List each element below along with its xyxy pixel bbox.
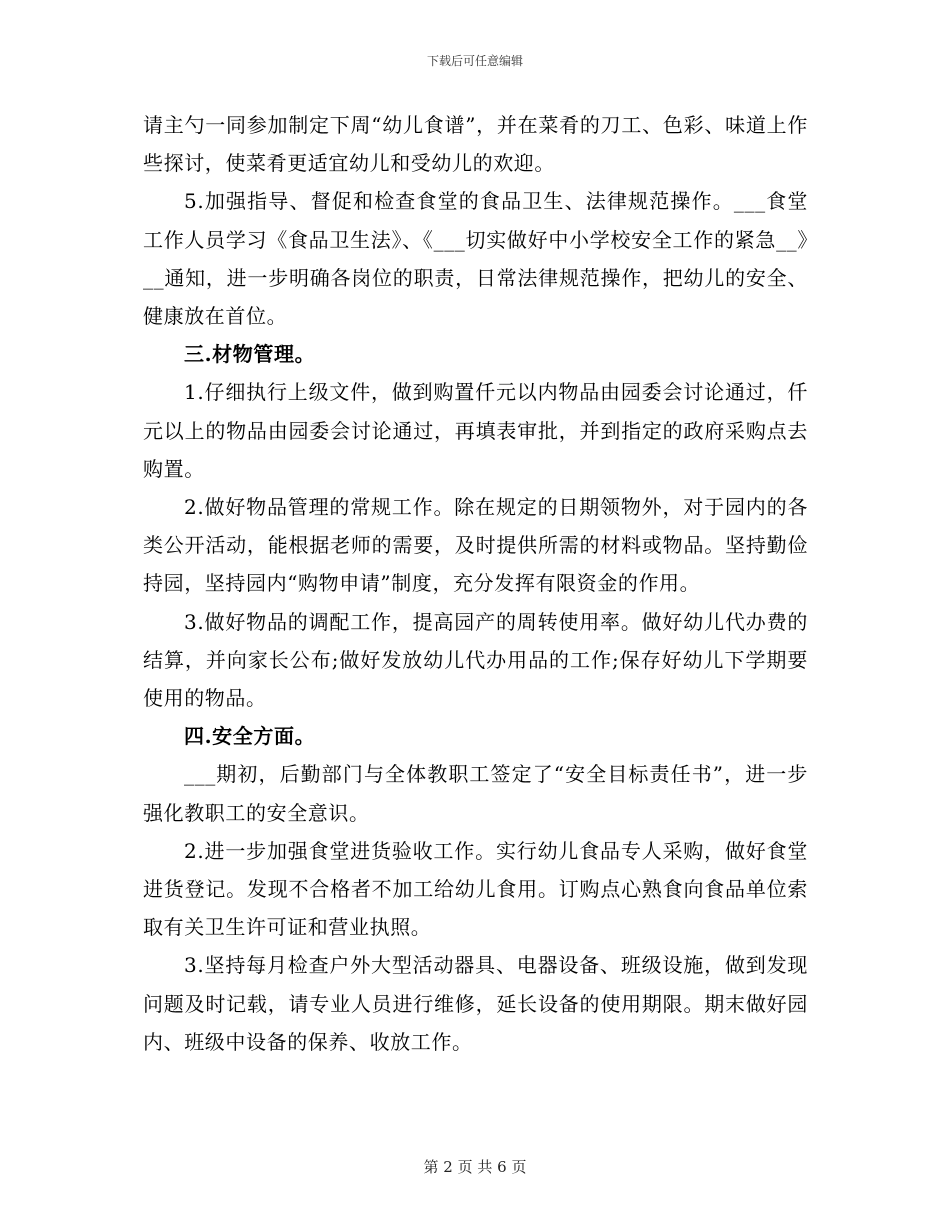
page-header-note: 下载后可任意编辑 — [426, 54, 523, 68]
body-paragraph: 3.坚持每月检查户外大型活动器具、电器设备、班级设施，做到发现问题及时记载，请专业人员进行维修，延长设备的使用期限。期末做好园内、班级中设备的保养、收放工作。 — [143, 953, 808, 1054]
body-paragraph: 2.做好物品管理的常规工作。除在规定的日期领物外，对于园内的各类公开活动，能根据老师的需要，及时提供所需的材料或物品。坚持勤俭持园，坚持园内“购物申请”制度，充分发挥有限资金的作用。 — [143, 495, 808, 596]
page-number-footer: 第 2 页 共 6 页 — [423, 1158, 527, 1176]
body-paragraph: 2.进一步加强食堂进货验收工作。实行幼儿食品专人采购，做好食堂进货登记。发现不合格者不加工给幼儿食用。订购点心熟食向食品单位索取有关卫生许可证和营业执照。 — [143, 838, 808, 940]
body-paragraph: ___期初，后勤部门与全体教职工签定了“安全目标责任书”，进一步强化教职工的安全意识。 — [143, 762, 808, 825]
section-heading: 三.材物管理。 — [184, 342, 316, 367]
body-paragraph: 请主勺一同参加制定下周“幼儿食谱”，并在菜肴的刀工、色彩、味道上作些探讨，使菜肴更适宜幼儿和受幼儿的欢迎。 — [143, 113, 808, 176]
body-paragraph: 3.做好物品的调配工作，提高园产的周转使用率。做好幼儿代办费的结算，并向家长公布;做好发放幼儿代办用品的工作;保存好幼儿下学期要使用的物品。 — [143, 609, 808, 711]
body-paragraph: 1.仔细执行上级文件，做到购置仟元以内物品由园委会讨论通过，仟元以上的物品由园委会讨论通过，再填表审批，并到指定的政府采购点去购置。 — [143, 380, 808, 481]
section-heading: 四.安全方面。 — [184, 724, 316, 749]
document-body — [143, 106, 808, 1061]
body-paragraph: 5.加强指导、督促和检查食堂的食品卫生、法律规范操作。___食堂工作人员学习《食品卫生法》、《___切实做好中小学校安全工作的紧急__》__通知，进一步明确各岗位的职责，日常法律规范操作，把幼儿的安全、健康放在首位。 — [143, 189, 808, 329]
